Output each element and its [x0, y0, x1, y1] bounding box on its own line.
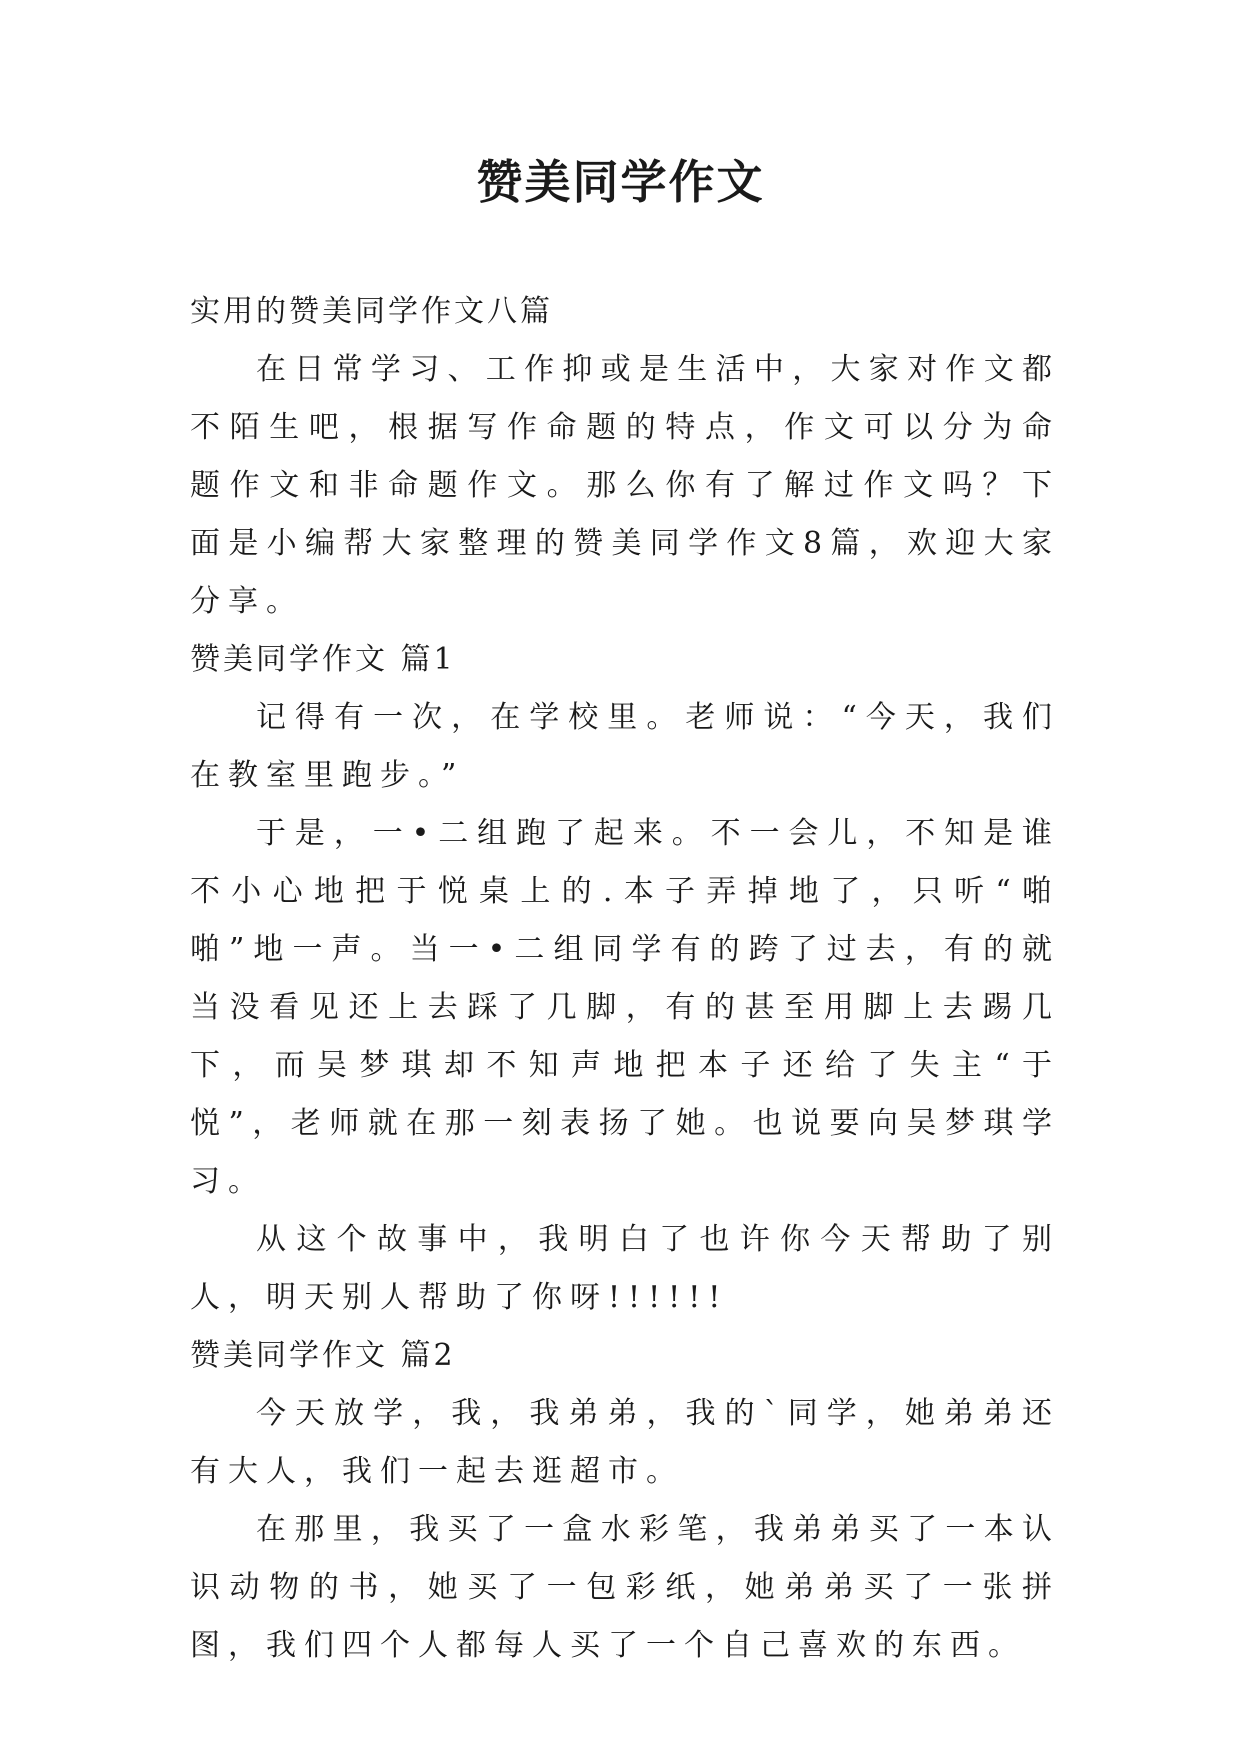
document-subtitle: 实用的赞美同学作文八篇 — [190, 294, 553, 329]
document-title: 赞美同学作文 — [476, 155, 765, 209]
body-paragraph: 于是，一•二组跑了起来。不一会儿，不知是谁不小心地把于悦桌上的.本子弄掉地了，只听“啪啪”地一声。当一•二组同学有的跨了过去，有的就当没看见还上去踩了几脚，有的甚至用脚上去踢几下，而吴梦琪却不知声地把本子还给了失主“于悦”，老师就在那一刻表扬了她。也说要向吴梦琪学习。 — [190, 816, 1060, 1199]
document-body — [190, 283, 1060, 1675]
body-paragraph: 记得有一次，在学校里。老师说：“今天，我们在教室里跑步。” — [190, 700, 1060, 793]
section-heading: 赞美同学作文 篇2 — [190, 1338, 456, 1373]
intro-paragraph: 在日常学习、工作抑或是生活中，大家对作文都不陌生吧，根据写作命题的特点，作文可以分为命题作文和非命题作文。那么你有了解过作文吗？下面是小编帮大家整理的赞美同学作文8篇，欢迎大家分享。 — [190, 352, 1060, 619]
body-paragraph: 今天放学，我，我弟弟，我的`同学，她弟弟还有大人，我们一起去逛超市。 — [190, 1396, 1060, 1489]
body-paragraph: 从这个故事中，我明白了也许你今天帮助了别人，明天别人帮助了你呀!!!!!! — [190, 1222, 1060, 1315]
essay-section-1 — [190, 631, 1060, 1327]
essay-section-2 — [190, 1327, 1060, 1675]
section-heading: 赞美同学作文 篇1 — [190, 642, 456, 677]
body-paragraph: 在那里，我买了一盒水彩笔，我弟弟买了一本认识动物的书，她买了一包彩纸，她弟弟买了一张拼图，我们四个人都每人买了一个自己喜欢的东西。 — [190, 1512, 1060, 1663]
